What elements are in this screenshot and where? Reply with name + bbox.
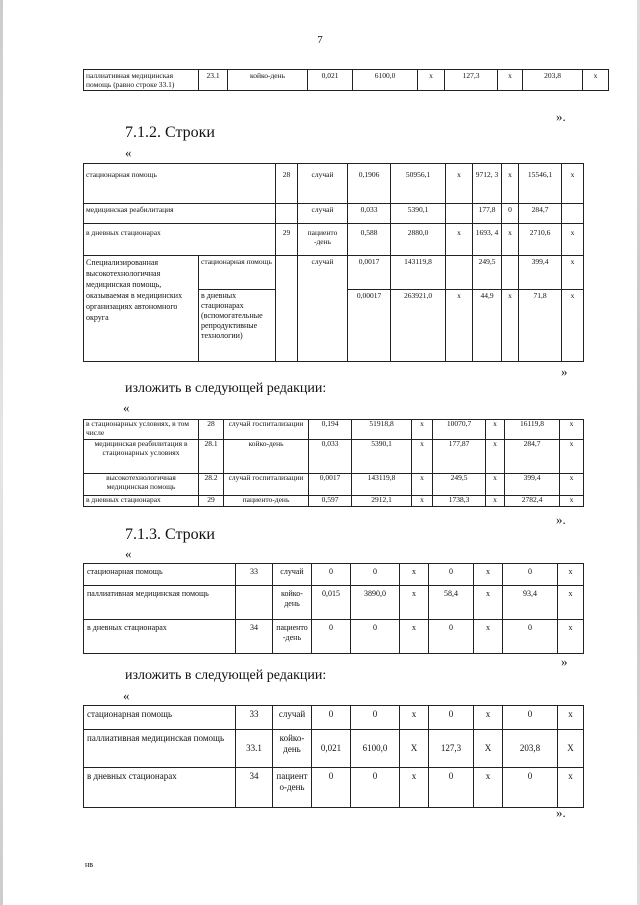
cell: 0 [312, 564, 351, 586]
cell: х [400, 706, 429, 730]
cell: 2912,1 [352, 496, 412, 507]
table-row [84, 768, 584, 808]
cell: в стационарных условиях, в том числе [84, 420, 199, 440]
cell: х [558, 768, 584, 808]
cell: стационарная помощь [84, 164, 276, 204]
table-old-712 [83, 163, 584, 362]
cell [502, 256, 519, 290]
cell: 2782,4 [505, 496, 560, 507]
table-row [84, 706, 584, 730]
table-row [84, 420, 584, 440]
cell: 0 [312, 706, 351, 730]
cell: 284,7 [519, 204, 562, 224]
cell: 249,5 [433, 474, 486, 496]
cell: х [400, 564, 429, 586]
cell: 15546,1 [519, 164, 562, 204]
cell: случай [298, 164, 348, 204]
table-row [84, 204, 584, 224]
cell: 0,021 [312, 730, 351, 768]
cell: 71,8 [519, 290, 562, 362]
table-old-713 [83, 563, 584, 654]
cell: 1693, 4 [473, 224, 502, 256]
cell: 28.1 [199, 440, 224, 474]
cell: 50956,1 [391, 164, 446, 204]
cell: х [418, 70, 445, 91]
cell: случай [273, 706, 312, 730]
cell: 263921,0 [391, 290, 446, 362]
footer-mark: нв [85, 860, 94, 869]
cell: 3890,0 [351, 586, 400, 620]
cell: 28 [276, 164, 298, 204]
open-quote: « [123, 400, 130, 415]
cell: 0,021 [308, 70, 353, 91]
cell: 5390,1 [391, 204, 446, 224]
cell [236, 586, 273, 620]
cell: паллиативная медицинская помощь (равно строке 33.1) [84, 70, 199, 91]
close-quote: ». [556, 512, 566, 527]
cell: 0 [312, 620, 351, 654]
table-row [84, 496, 584, 507]
cell: койко-день [273, 586, 312, 620]
cell: 44,9 [473, 290, 502, 362]
cell: х [583, 70, 609, 91]
cell: х [446, 164, 473, 204]
cell: случай [298, 204, 348, 224]
cell: койко-день [273, 730, 312, 768]
cell: случай [298, 256, 348, 362]
cell: х [560, 496, 584, 507]
cell: пациенто -день [273, 620, 312, 654]
table-row [84, 564, 584, 586]
cell: в дневных стационарах [84, 620, 236, 654]
cell: 177,87 [433, 440, 486, 474]
cell: 0 [351, 620, 400, 654]
cell: 0 [502, 204, 519, 224]
cell: 143119,8 [391, 256, 446, 290]
cell: 127,3 [429, 730, 474, 768]
cell: 0 [351, 706, 400, 730]
cell: х [498, 70, 523, 91]
cell: Х [474, 730, 503, 768]
cell: в дневных стационарах (вспомогательные репродуктивные технологии) [199, 290, 276, 362]
cell: койко-день [224, 440, 309, 474]
cell: паллиативная медицинская помощь [84, 586, 236, 620]
cell: х [560, 440, 584, 474]
cell: х [486, 440, 505, 474]
cell: 34 [236, 768, 273, 808]
cell: х [558, 620, 584, 654]
cell: х [412, 496, 433, 507]
cell [276, 256, 298, 362]
cell: 0 [429, 620, 474, 654]
cell: 9712, 3 [473, 164, 502, 204]
cell: случай госпитализации [224, 474, 309, 496]
open-quote: « [125, 145, 132, 160]
cell: в дневных стационарах [84, 496, 199, 507]
cell: 33 [236, 706, 273, 730]
cell: х [562, 224, 584, 256]
table-row [84, 70, 609, 91]
cell: пациенто-день [224, 496, 309, 507]
cell: медицинская реабилитация в стационарных условиях [84, 440, 199, 474]
cell: 0,033 [348, 204, 391, 224]
cell: 23.1 [199, 70, 228, 91]
cell: 93,4 [503, 586, 558, 620]
cell: х [400, 620, 429, 654]
cell: х [562, 164, 584, 204]
cell: 28 [199, 420, 224, 440]
cell: 399,4 [505, 474, 560, 496]
cell: высокотехнологичная медицинская помощь [84, 474, 199, 496]
page-number: 7 [317, 34, 323, 46]
cell: койко-день [228, 70, 308, 91]
cell: х [486, 496, 505, 507]
cell: х [558, 564, 584, 586]
cell: х [446, 224, 473, 256]
cell: 0,015 [312, 586, 351, 620]
instruction-text: изложить в следующей редакции: [125, 381, 327, 396]
cell [276, 204, 298, 224]
cell: х [502, 290, 519, 362]
cell: 10070,7 [433, 420, 486, 440]
cell: 2710,6 [519, 224, 562, 256]
cell: 127,3 [445, 70, 498, 91]
table-new-713 [83, 705, 584, 808]
cell: 33 [236, 564, 273, 586]
cell [446, 204, 473, 224]
cell: х [400, 768, 429, 808]
cell: х [558, 706, 584, 730]
open-quote: « [125, 546, 132, 561]
cell: 0 [429, 564, 474, 586]
cell: 0 [351, 768, 400, 808]
table-row [84, 440, 584, 474]
cell: 33.1 [236, 730, 273, 768]
table-palliative-top [83, 69, 609, 91]
cell: 399,4 [519, 256, 562, 290]
cell: 6100,0 [353, 70, 418, 91]
close-quote: ». [556, 109, 566, 124]
table-row [84, 224, 584, 256]
cell: 0,0017 [348, 256, 391, 290]
cell: х [474, 768, 503, 808]
close-quote: ». [556, 805, 566, 820]
cell: 0,588 [348, 224, 391, 256]
cell: 0,1906 [348, 164, 391, 204]
cell: 249,5 [473, 256, 502, 290]
cell: 58,4 [429, 586, 474, 620]
cell: 51918,8 [352, 420, 412, 440]
cell: х [474, 620, 503, 654]
cell: 177,8 [473, 204, 502, 224]
cell: х [446, 290, 473, 362]
cell: х [558, 586, 584, 620]
cell: стационарная помощь [199, 256, 276, 290]
scan-edge-left [0, 0, 3, 905]
cell: 16119,8 [505, 420, 560, 440]
cell: х [474, 706, 503, 730]
cell: Специализированная высокотехнологичная медицинская помощь, оказываемая в медицинских организациях автономного округа [84, 256, 199, 362]
table-row [84, 164, 584, 204]
cell: случай госпитализации [224, 420, 309, 440]
cell: 34 [236, 620, 273, 654]
cell: в дневных стационарах [84, 224, 276, 256]
cell: х [502, 224, 519, 256]
cell: 29 [276, 224, 298, 256]
cell: 0,0017 [309, 474, 352, 496]
cell: 284,7 [505, 440, 560, 474]
cell: пациент о-день [273, 768, 312, 808]
cell: в дневных стационарах [84, 768, 236, 808]
table-row [84, 620, 584, 654]
cell: Х [558, 730, 584, 768]
cell: паллиативная медицинская помощь [84, 730, 236, 768]
cell: х [412, 420, 433, 440]
cell: 0 [351, 564, 400, 586]
instruction-text: изложить в следующей редакции: [125, 668, 327, 683]
cell: 0,00017 [348, 290, 391, 362]
cell: 0 [503, 706, 558, 730]
close-quote: » [561, 654, 568, 669]
table-row [84, 256, 584, 290]
cell: х [560, 474, 584, 496]
cell: х [502, 164, 519, 204]
open-quote: « [123, 688, 130, 703]
cell: 0,033 [309, 440, 352, 474]
cell: 2880,0 [391, 224, 446, 256]
cell: 0 [312, 768, 351, 808]
table-new-712 [83, 419, 584, 507]
cell: 0 [429, 706, 474, 730]
cell: 0 [429, 768, 474, 808]
cell: стационарная помощь [84, 564, 236, 586]
cell: 5390,1 [352, 440, 412, 474]
cell: х [474, 564, 503, 586]
cell: 143119,8 [352, 474, 412, 496]
cell: случай [273, 564, 312, 586]
close-quote: » [561, 364, 568, 379]
cell: х [400, 586, 429, 620]
cell: 0,597 [309, 496, 352, 507]
cell: 29 [199, 496, 224, 507]
cell: х [486, 474, 505, 496]
cell: 1738,3 [433, 496, 486, 507]
cell [446, 256, 473, 290]
cell: 6100,0 [351, 730, 400, 768]
cell: 0 [503, 564, 558, 586]
cell: х [562, 256, 584, 290]
cell: стационарная помощь [84, 706, 236, 730]
section-heading: 7.1.2. Строки [125, 124, 215, 141]
section-heading: 7.1.3. Строки [125, 526, 215, 543]
cell [562, 204, 584, 224]
cell: 28.2 [199, 474, 224, 496]
cell: медицинская реабилитация [84, 204, 276, 224]
cell: х [560, 420, 584, 440]
table-row [84, 730, 584, 768]
cell: х [486, 420, 505, 440]
table-row [84, 474, 584, 496]
cell: х [412, 474, 433, 496]
cell: х [562, 290, 584, 362]
cell: 203,8 [523, 70, 583, 91]
cell: пациенто -день [298, 224, 348, 256]
cell: х [474, 586, 503, 620]
cell: х [412, 440, 433, 474]
cell: 203,8 [503, 730, 558, 768]
cell: Х [400, 730, 429, 768]
cell: 0 [503, 768, 558, 808]
cell: 0 [503, 620, 558, 654]
cell: 0,194 [309, 420, 352, 440]
table-row [84, 586, 584, 620]
